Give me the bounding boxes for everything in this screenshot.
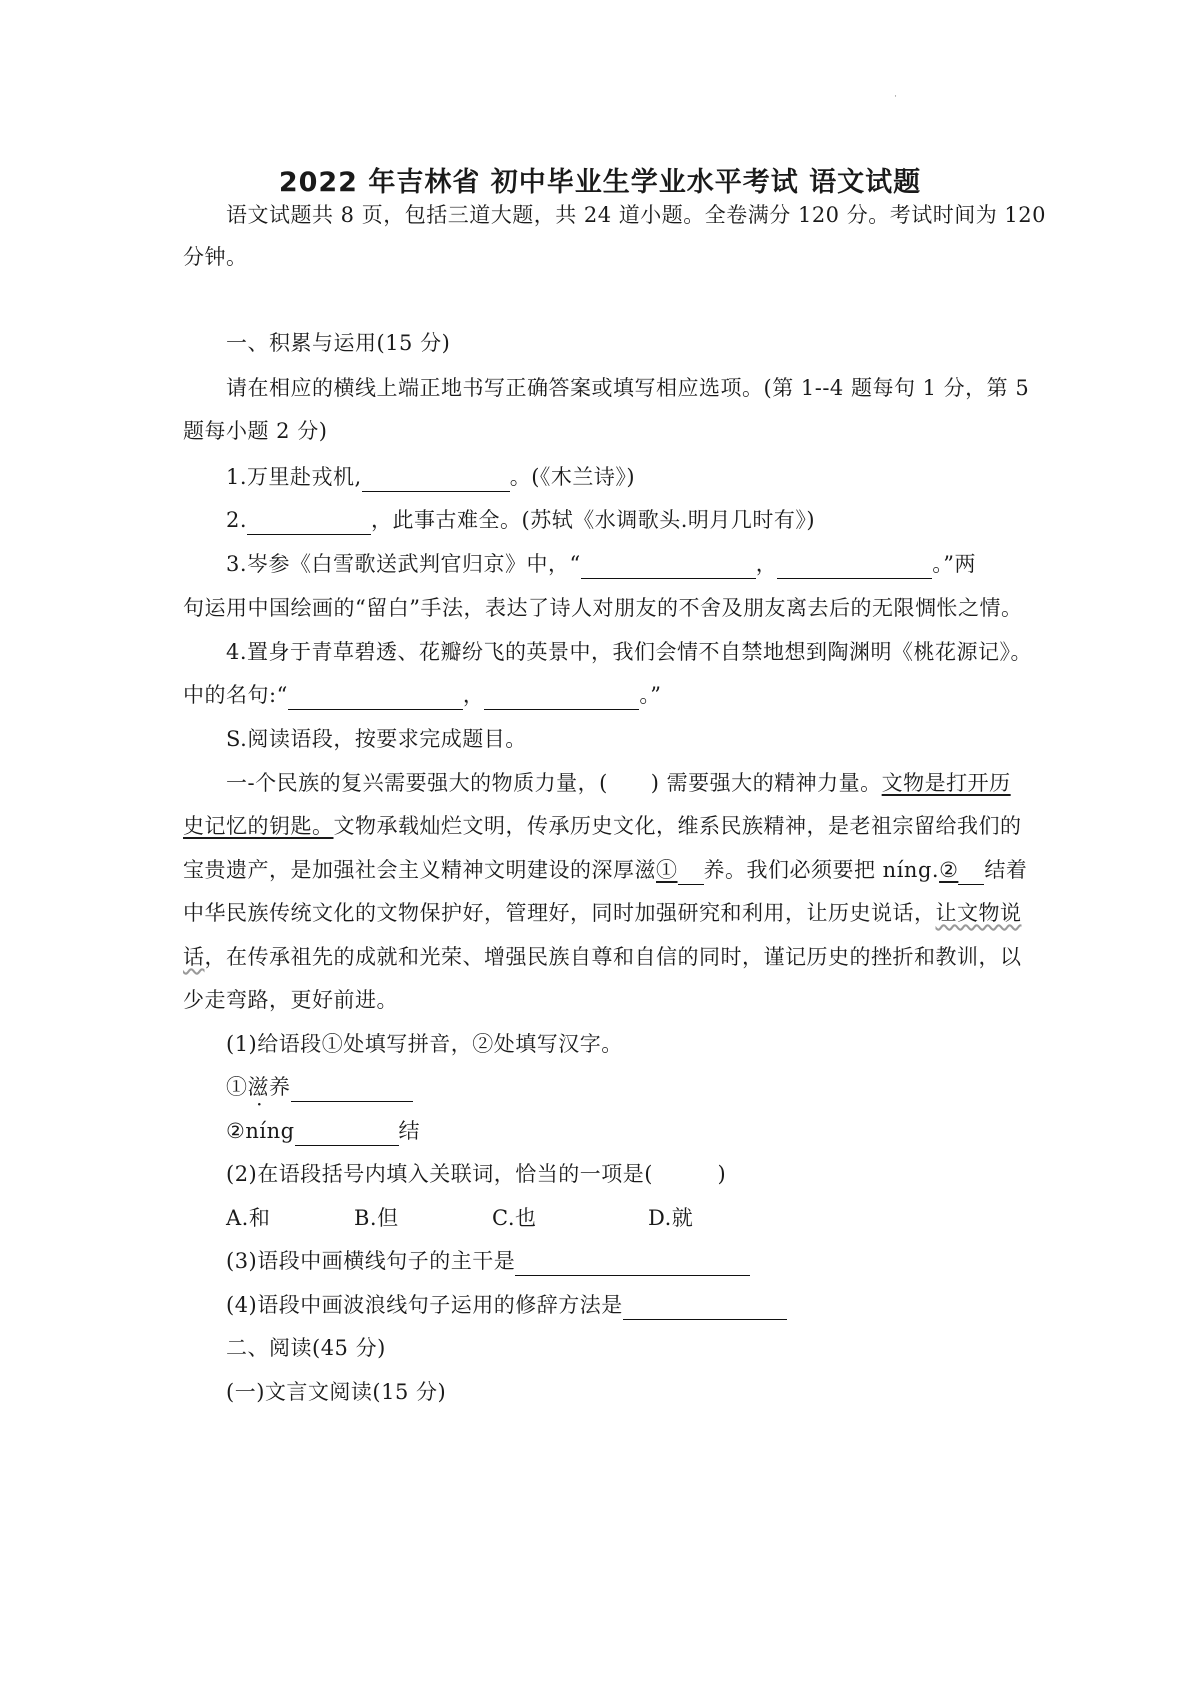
- q4-answer-blank-1[interactable]: [288, 685, 463, 710]
- q4-suffix: 。”: [639, 683, 662, 707]
- question-3: [226, 549, 976, 579]
- option-d[interactable]: D.就: [648, 1206, 694, 1230]
- option-c[interactable]: C.也: [492, 1206, 537, 1230]
- wavy-sentence: 话: [183, 945, 205, 969]
- subquestion-4: [226, 1290, 787, 1320]
- q4-line-1: 4.置身于青草碧透、花瓣纷飞的英景中，我们会情不自禁地想到陶渊明《桃花源记》。: [226, 640, 1033, 664]
- subsection-heading: (一)文言文阅读(15 分): [226, 1380, 447, 1404]
- options-row: [226, 1203, 706, 1233]
- passage-text: 一-个民族的复兴需要强大的物质力量，( ) 需要强大的精神力量。: [226, 771, 882, 795]
- page-title: 2022 年吉林省 初中毕业生学业水平考试 语文试题: [278, 167, 922, 198]
- passage-line: [183, 811, 1022, 841]
- passage-text: ，在传承祖先的成就和光荣、增强民族自尊和自信的同时，谨记历史的挫折和教训，以: [204, 945, 1022, 969]
- intro-line: 语文试题共 8 页，包括三道大题，共 24 道小题。全卷满分 120 分。考试时间为 120: [226, 203, 1046, 227]
- circled-one: ①: [226, 1075, 248, 1099]
- passage-line: [183, 898, 1022, 928]
- question-4: [183, 680, 662, 710]
- passage-text: 中华民族传统文化的文物保护好，管理好，同时加强研究和利用，让历史说话，: [183, 901, 936, 925]
- passage-line: [226, 768, 1011, 798]
- subquestion-1a: [226, 1072, 413, 1102]
- q1-prefix: 1.万里赴戎机,: [226, 465, 362, 489]
- passage-text: 结着: [984, 858, 1028, 882]
- sub1b-answer-blank[interactable]: [295, 1121, 399, 1146]
- subquestion-1: (1)给语段①处填写拼音，②处填写汉字。: [226, 1032, 623, 1056]
- subquestion-3-text: (3)语段中画横线句子的主干是: [226, 1249, 516, 1273]
- blank-marker-2: ②: [939, 858, 959, 882]
- q3-line-2: 句运用中国绘画的“留白”手法，表达了诗人对朋友的不舍及朋友离去后的无限惆怅之情。: [183, 596, 1023, 620]
- q2-suffix: ，此事古难全。(苏轼《水调歌头.明月几时有》): [371, 508, 816, 532]
- passage-text: 养。我们必须要把 níng.: [703, 858, 940, 882]
- intro-line: 分钟。: [183, 245, 248, 269]
- passage-text: 宝贵遗产，是加强社会主义精神文明建设的深厚滋: [183, 858, 656, 882]
- q1-suffix: 。(《木兰诗》): [509, 465, 636, 489]
- q4-answer-blank-2[interactable]: [484, 685, 639, 710]
- q4-prefix: 中的名句:“: [183, 683, 288, 707]
- q3-prefix: 3.岑参《白雪歌送武判官归京》中，“: [226, 552, 581, 576]
- q3-mid: ，: [755, 552, 778, 576]
- option-a[interactable]: A.和: [226, 1206, 271, 1230]
- passage-blank-1: [678, 860, 704, 885]
- sub3-answer-blank[interactable]: [515, 1251, 750, 1276]
- pinyin-prefix: ②níng: [226, 1119, 295, 1143]
- underlined-sentence: 史记忆的钥匙。: [183, 814, 334, 838]
- subquestion-3: [226, 1246, 750, 1276]
- q3-answer-blank-2[interactable]: [777, 554, 932, 579]
- passage-line: [183, 942, 1022, 972]
- option-b[interactable]: B.但: [354, 1206, 399, 1230]
- char: 结: [398, 1119, 421, 1143]
- q5-heading: S.阅读语段，按要求完成题目。: [226, 727, 527, 751]
- section-heading: 一、积累与运用(15 分): [226, 331, 451, 355]
- passage-line: 少走弯路，更好前进。: [183, 988, 398, 1012]
- dotted-char: 滋: [247, 1075, 269, 1099]
- instruction-line: 请在相应的横线上端正地书写正确答案或填写相应选项。(第 1--4 题每句 1 分，第 5: [226, 376, 1030, 400]
- wavy-sentence: 让文物说: [935, 901, 1022, 925]
- char: 养: [269, 1075, 291, 1099]
- sub4-answer-blank[interactable]: [623, 1295, 787, 1320]
- subquestion-4-text: (4)语段中画波浪线句子运用的修辞方法是: [226, 1293, 623, 1317]
- subquestion-1b: [226, 1116, 420, 1146]
- q2-prefix: 2.: [226, 508, 248, 532]
- q3-suffix: 。”两: [932, 552, 977, 576]
- passage-text: 文物承载灿烂文明，传承历史文化，维系民族精神，是老祖宗留给我们的: [333, 814, 1022, 838]
- instruction-line: 题每小题 2 分): [183, 419, 328, 443]
- q1-answer-blank[interactable]: [362, 467, 510, 492]
- passage-blank-2: [958, 860, 984, 885]
- question-1: [226, 462, 635, 492]
- q4-mid: ，: [462, 683, 485, 707]
- blank-marker-1: ①: [656, 858, 678, 882]
- subquestion-2: (2)在语段括号内填入关联词，恰当的一项是( ): [226, 1162, 727, 1186]
- q2-answer-blank[interactable]: [247, 510, 371, 535]
- scan-speck: ˙: [893, 95, 898, 106]
- q3-answer-blank-1[interactable]: [581, 554, 756, 579]
- underlined-sentence: 文物是打开历: [881, 771, 1011, 795]
- sub1a-answer-blank[interactable]: [291, 1077, 413, 1102]
- passage-line: [183, 855, 1027, 885]
- question-2: [226, 505, 815, 535]
- section-heading: 二、阅读(45 分): [226, 1336, 386, 1360]
